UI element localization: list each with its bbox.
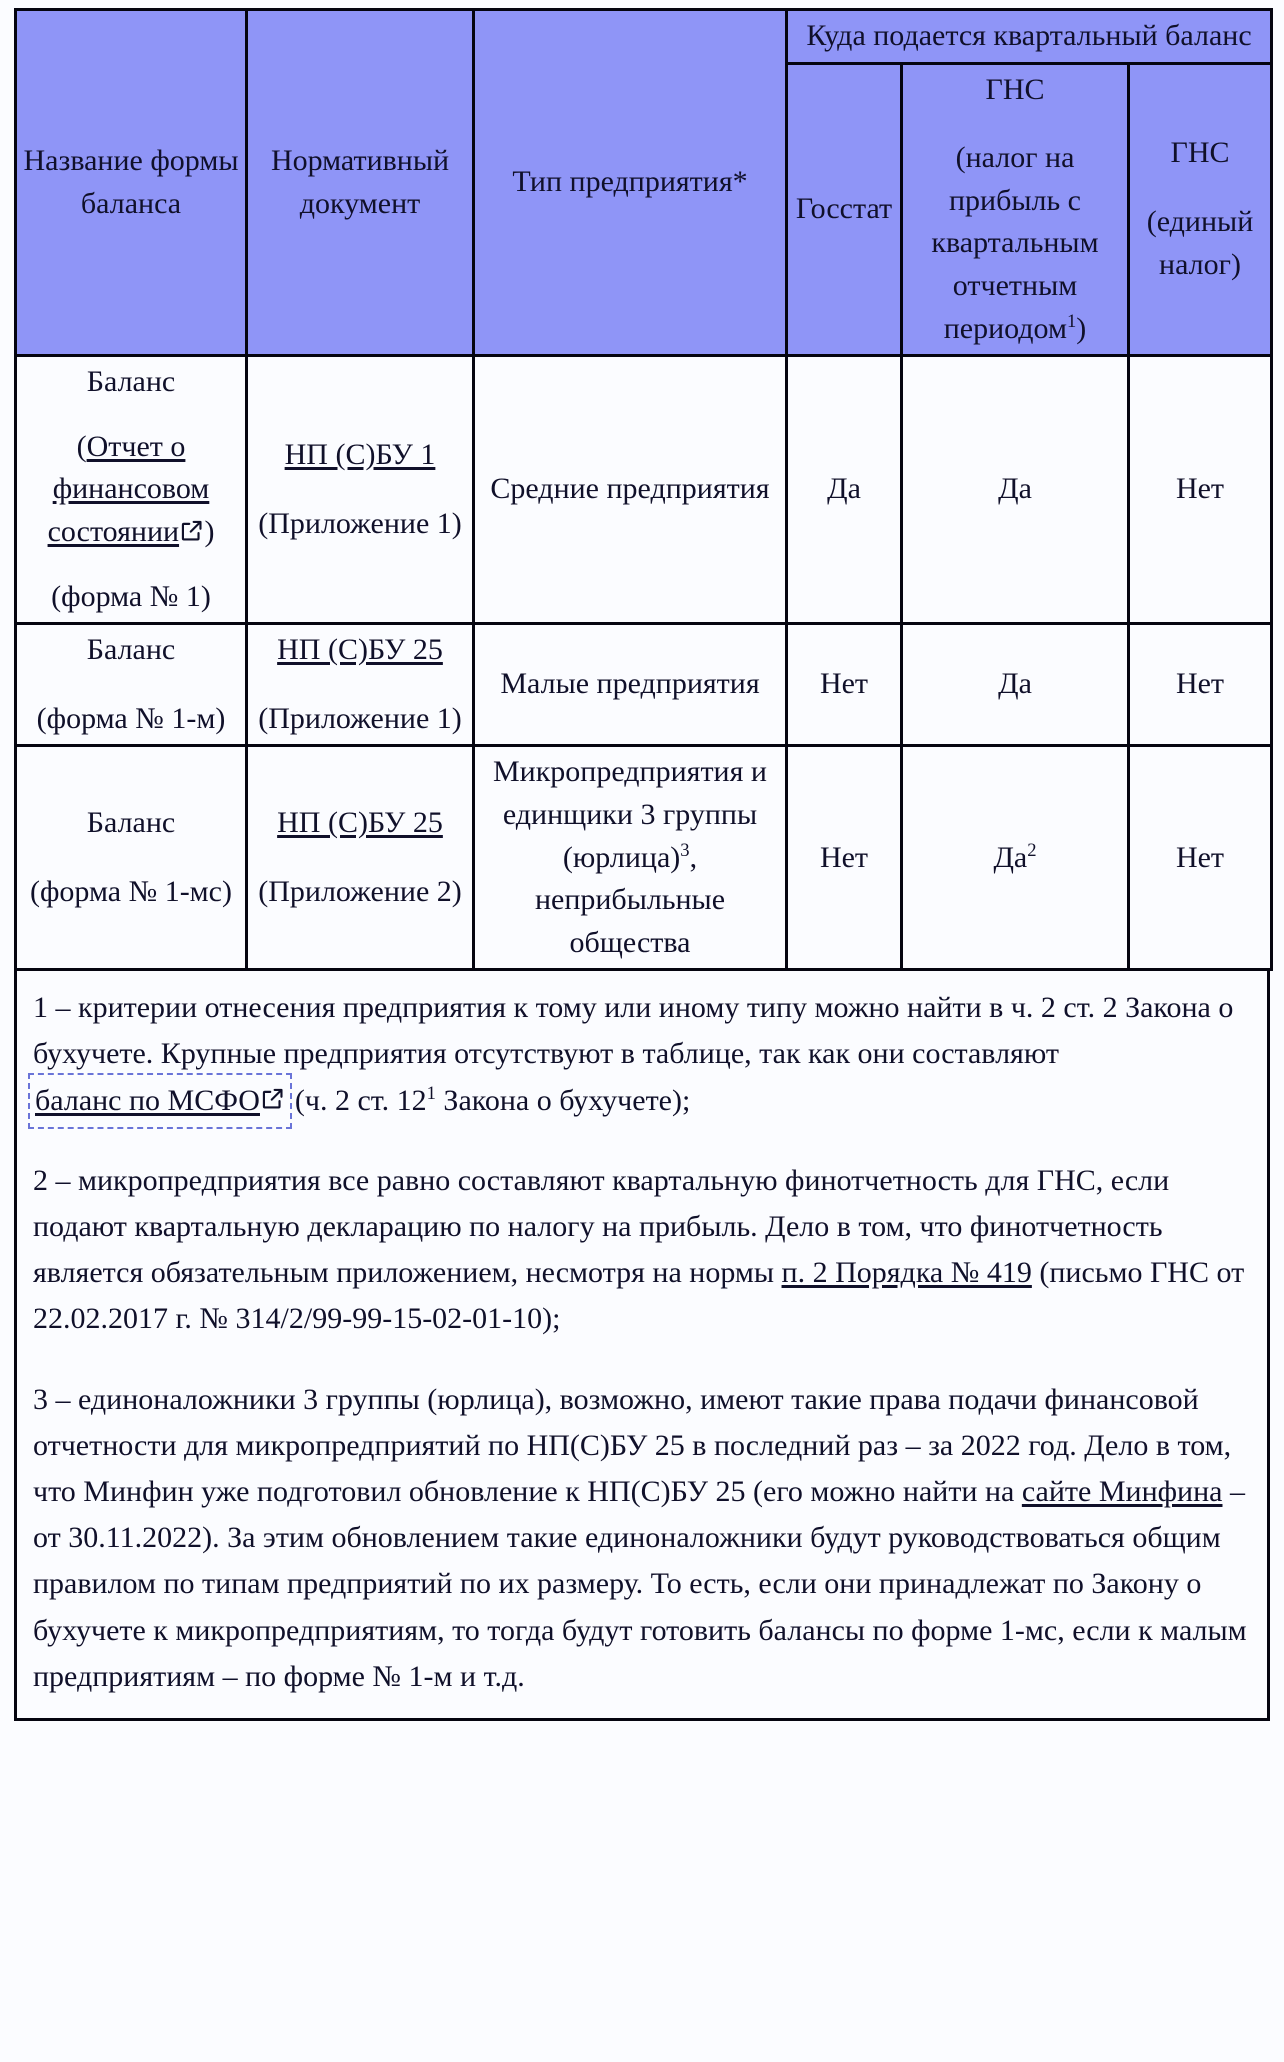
header-gns-single-subtitle: (единый налог)	[1146, 205, 1254, 281]
cell-normative-document	[247, 746, 474, 970]
npsbu-25-link[interactable]: НП (С)БУ 25	[277, 806, 443, 840]
cell-form-name	[16, 746, 247, 970]
doc-link-wrap	[254, 629, 466, 672]
doc-link-wrap	[254, 802, 466, 845]
cell-enterprise-type: Малые предприятия	[474, 624, 787, 746]
cell-form-name	[16, 356, 247, 624]
footnote-ref-3: 3	[680, 839, 690, 861]
cell-normative-document	[247, 356, 474, 624]
footnote-ref-1: 1	[1066, 310, 1077, 332]
cell-gns-profit: $Да^2$	[902, 746, 1129, 970]
npsbu-1-link[interactable]: НП (С)БУ 1	[284, 438, 436, 472]
superscript-1: 1	[426, 1082, 436, 1104]
cell-gosstat: Да	[787, 356, 902, 624]
header-gns-profit-subtitle: (налог на прибыль с квартальным отчетным периодом$^1$)	[931, 141, 1099, 345]
table-row	[16, 356, 1272, 624]
doc-appendix: (Приложение 1)	[258, 701, 462, 735]
footnote-2: 2 – микропредприятия все равно составляют квартальную финотчетность для ГНС, если подают квартальную декларацию по налогу на прибыль. Дело в том, что финотчетность является обязательным приложением, несмотря на нормы п. 2 Порядка № 419 (письмо ГНС от 22.02.2017 г. № 314/2/99-99-15-02-01-10);	[33, 1163, 1245, 1336]
table-header	[16, 10, 1272, 356]
cell-enterprise-type: Средние предприятия	[474, 356, 787, 624]
header-normative-document: Нормативный документ	[247, 10, 474, 356]
cell-gosstat: Нет	[787, 746, 902, 970]
npsbu-25-link[interactable]: НП (С)БУ 25	[277, 633, 443, 667]
msfo-balance-link[interactable]: баланс по МСФО	[35, 1083, 260, 1117]
cell-normative-document	[247, 624, 474, 746]
table-header-row-1	[16, 10, 1272, 64]
cell-gns-profit: Да	[902, 356, 1129, 624]
cell-enterprise-type: Микропредприятия и единщики 3 группы (юрлица)$^3$, неприбыльные общества	[474, 746, 787, 970]
header-gosstat: Госстат	[787, 63, 902, 356]
form-name-number: (форма № 1-м)	[36, 701, 226, 735]
cell-gns-single: Нет	[1129, 356, 1272, 624]
poryadok-419-link[interactable]: п. 2 Порядка № 419	[781, 1256, 1032, 1290]
cell-gns-single: Нет	[1129, 746, 1272, 970]
footnote-3: 3 – единоналожники 3 группы (юрлица), возможно, имеют такие права подачи финансовой отчетности для микропредприятий по НП(С)БУ 25 в последний раз – за 2022 год. Дело в том, что Минфин уже подготовил обновление к НП(С)БУ 25 (его можно найти на сайте Минфина – от 30.11.2022). За этим обновлением такие единоналожники будут руководствоваться общим правилом по типам предприятий по их размеру. То есть, если они принадлежат по Закону о бухучете к микропредприятиям, то тогда будут готовить балансы по форме 1-мс, если к малым предприятиям – по форме № 1-м и т.д.	[33, 1382, 1247, 1693]
form-name-number: (форма № 1)	[51, 579, 211, 613]
table-row	[16, 624, 1272, 746]
header-group-where-submitted: Куда подается квартальный баланс	[787, 10, 1272, 64]
footnote-1: 1 – критерии отнесения предприятия к тому или иному типу можно найти в ч. 2 ст. 2 Закона о бухучете. Крупные предприятия отсутствуют в таблице, так как они составляют баланс по МСФО (ч. 2 ст. $12^1$ Закона о бухучете);	[33, 985, 1251, 1124]
external-link-icon	[180, 519, 203, 542]
table-body	[16, 356, 1272, 970]
table-row	[16, 746, 1272, 970]
header-gns-single-title: ГНС	[1170, 136, 1230, 170]
cell-gns-single: Нет	[1129, 624, 1272, 746]
form-name-number: (форма № 1-мс)	[30, 874, 232, 908]
header-enterprise-type: Тип предприятия*	[474, 10, 787, 356]
minfin-site-link[interactable]: сайте Минфина	[1021, 1474, 1223, 1508]
balance-forms-table	[14, 8, 1273, 971]
header-gns-single-tax	[1129, 63, 1272, 356]
form-name-title: Баланс	[86, 365, 176, 399]
form-name-title: Баланс	[86, 633, 176, 667]
financial-statement-link[interactable]: Отчет о финансовом состоянии	[47, 429, 210, 548]
footnotes-block	[14, 971, 1270, 1721]
cell-gosstat: Нет	[787, 624, 902, 746]
form-name-title: Баланс	[86, 806, 176, 840]
msfo-balance-link-focus[interactable]	[33, 1078, 287, 1124]
header-form-name: Название формы баланса	[16, 10, 247, 356]
doc-appendix: (Приложение 2)	[258, 874, 462, 908]
cell-form-name	[16, 624, 247, 746]
header-gns-profit-tax	[902, 63, 1129, 356]
doc-link-wrap	[254, 434, 466, 477]
external-link-icon	[261, 1087, 284, 1110]
cell-gns-profit: Да	[902, 624, 1129, 746]
header-gns-profit-title: ГНС	[985, 72, 1045, 106]
form-name-link-wrap: (Отчет о финансовом состоянии )	[47, 429, 215, 548]
doc-appendix: (Приложение 1)	[258, 506, 462, 540]
footnote-ref-2: 2	[1027, 839, 1037, 861]
